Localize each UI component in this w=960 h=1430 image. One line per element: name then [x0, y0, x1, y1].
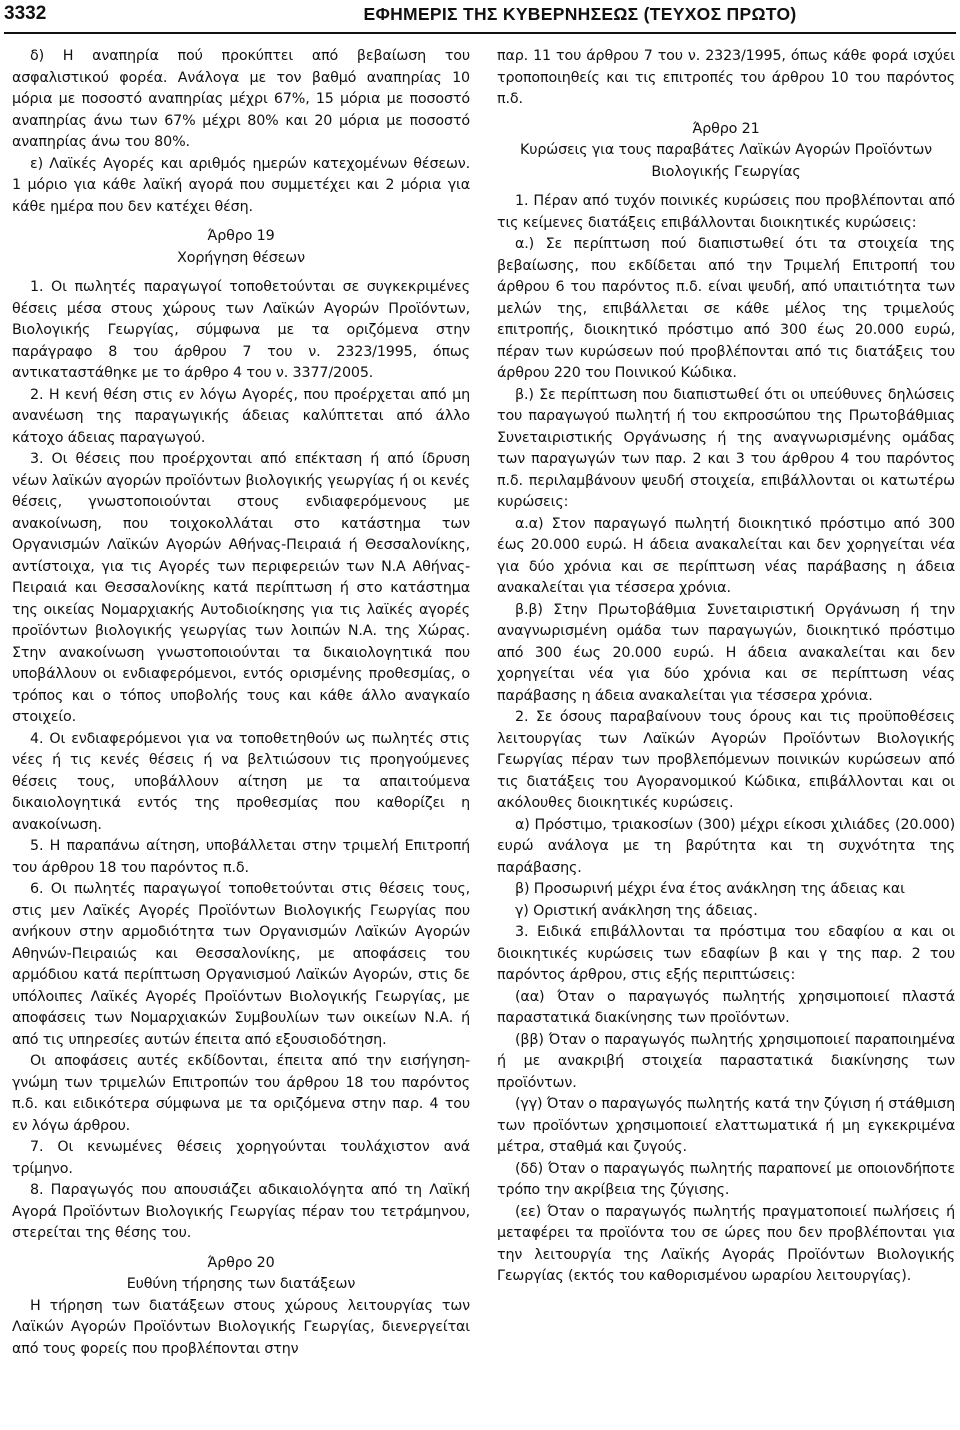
- right-column: [497, 46, 955, 1426]
- article-21-subtitle: Κυρώσεις για τους παραβάτες Λαϊκών Αγορών Προϊόντων Βιολογικής Γεωργίας: [519, 142, 933, 180]
- article-19-paragraph-5: 5. Η παραπάνω αίτηση, υποβάλλεται στην τριμελή Επιτροπή του άρθρου 18 του παρόντος π.δ.: [12, 838, 470, 876]
- article-19-paragraph-8: 8. Παραγωγός που απουσιάζει αδικαιολόγητα από τη Λαϊκή Αγορά Προϊόντων Βιολογικής Γεωργίας πέραν του τετράμηνου, στερείται της θέσης του.: [12, 1182, 470, 1241]
- article-21-paragraph-b: β.) Σε περίπτωση που διαπιστωθεί ότι οι υπεύθυνες δηλώσεις του παραγωγού πωλητή ή του εκπροσώπου της Πρωτοβάθμιας Συνεταιριστικής Οργάνωσης ή της αναγνωρισμένης ομάδας των παραγωγών των παρ. 2 και 3 του άρθρου 4 του παρόντος π.δ. περιλαμβάνουν ψευδή στοιχεία, επιβάλλονται οι κατωτέρω κυρώσεις:: [497, 386, 955, 510]
- publication-title: ΕΦΗΜΕΡΙΣ ΤΗΣ ΚΥΒΕΡΝΗΣΕΩΣ (ΤΕΥΧΟΣ ΠΡΩΤΟ): [363, 4, 797, 24]
- article-21-paragraph-a: α.) Σε περίπτωση πού διαπιστωθεί ότι τα στοιχεία της βεβαίωσης, που εκδίδεται από την Τριμελή Επιτροπή του άρθρου 6 του παρόντος π.δ. είναι ψευδή, από υπαιτιότητα των μελών της, επιβάλλεται σε κάθε μέλος της τριμελούς επιτροπής, διοικητικό πρόστιμο από 300 έως 20.000 ευρώ, πέραν των κυρώσεων πού προβλέπονται από τις διατάξεις του άρθρου 220 του Ποινικού Κώδικα.: [497, 236, 955, 381]
- article-19-paragraph-6: 6. Οι πωλητές παραγωγοί τοποθετούνται στις θέσεις τους, στις μεν Λαϊκές Αγορές Προϊόντων Βιολογικής Γεωργίας που ανήκουν στην αρμοδιότητα των Οργανισμών Λαϊκών Αγορών Αθηνών-Πειραιώς και Θεσσαλονίκης, με αποφάσεις του αρμόδιου κατά περίπτωση Οργανισμού Λαϊκών Αγορών, στις δε υπόλοιπες Λαϊκές Αγορές Προϊόντων Βιολογικής Γεωργίας, με αποφάσεις των Νομαρχιακών Συμβουλίων των οικείων Ν.Α. ή από τις υπηρεσίες αυτών έπειτα από εξουσιοδότηση.: [12, 881, 470, 1048]
- left-column: [12, 46, 470, 1426]
- article-21-paragraph-bb: β.β) Στην Πρωτοβάθμια Συνεταιριστική Οργάνωση ή την αναγνωρισμένη ομάδα των παραγωγών, διοικητικό πρόστιμο από 300 έως 20.000 ευρώ. Η άδεια ανακαλείται και δεν χορηγείται νέα για δύο χρόνια και σε περίπτωση νέας παράβασης η άδεια ανακαλείται για τέσσερα χρόνια.: [497, 601, 955, 704]
- article-21-paragraph-3bb: (ββ) Όταν ο παραγωγός πωλητής χρησιμοποιεί παραποιημένα ή με ανακριβή στοιχεία παραστατικά διακίνησης των προϊόντων.: [497, 1031, 955, 1091]
- article-21-paragraph-3ee: (εε) Όταν ο παραγωγός πωλητής πραγματοποιεί πωλήσεις ή μεταφέρει τα προϊόντα του σε ώρες που δεν προβλέπονται για την λειτουργία της Λαϊκής Αγοράς Προϊόντων Βιολογικής Γεωργίας (εκτός του καθορισμένου ωραρίου λειτουργίας).: [497, 1203, 955, 1284]
- article-19-paragraph-1: 1. Οι πωλητές παραγωγοί τοποθετούνται σε συγκεκριμένες θέσεις μέσα στους χώρους των Λαϊκών Αγορών Προϊόντων, Βιολογικής Γεωργίας, σύμφωνα με τα οριζόμενα στην παράγραφο 8 του άρθρου 7 του ν. 2323/1995, όπως αντικαταστάθηκε με το άρθρο 4 του ν. 3377/2005.: [12, 279, 470, 381]
- article-21-paragraph-2a: α) Πρόστιμο, τριακοσίων (300) μέχρι είκοσι χιλιάδες (20.000) ευρώ ανάλογα με τη βαρύτητα και τη συχνότητα της παράβασης.: [497, 816, 955, 876]
- page-header: [0, 0, 960, 34]
- article-21-paragraph-aa: α.α) Στον παραγωγό πωλητή διοικητικό πρόστιμο από 300 έως 20.000 ευρώ. Η άδεια ανακαλείται και δεν χορηγείται νέα για δύο χρόνια και σε περίπτωση νέας παράβασης η άδεια ανακαλείται για τέσσερα χρόνια.: [497, 515, 955, 596]
- paragraph-continuation: παρ. 11 του άρθρου 7 του ν. 2323/1995, όπως κάθε φορά ισχύει τροποποιηθείς και τις επιτροπές του άρθρου 10 του παρόντος π.δ.: [497, 48, 955, 107]
- article-19-paragraph-3: 3. Οι θέσεις που προέρχονται από επέκταση ή από ίδρυση νέων λαϊκών αγορών προϊόντων βιολογικής γεωργίας ή οι κενές θέσεις, γνωστοποιούνται στους ενδιαφερόμενους με ανακοίνωση, που τοιχοκολλάται στο κατάστημα των Οργανισμών Λαϊκών Αγορών Αθήνας-Πειραιά ή Θεσσαλονίκης, αντίστοιχα, για τις Αγορές των περιφερειών των Ν.Α Αθήνας-Πειραιά και Θεσσαλονίκης κατά περίπτωση ή στο κατάστημα της οικείας Νομαρχιακής Αυτοδιοίκησης για τις λαϊκές αγορές προϊόντων βιολογικής γεωργίας των λοιπών Ν.Α. της Χώρας. Στην ανακοίνωση γνωστοποιούνται τα δικαιολογητικά που υποβάλλουν οι ενδιαφερόμενοι, εντός ορισμένης προθεσμίας, ο τρόπος και ο τόπος υποβολής τους και κάθε άλλο αναγκαίο στοιχείο.: [12, 451, 470, 725]
- article-21-paragraph-3gg: (γγ) Όταν ο παραγωγός πωλητής κατά την ζύγιση ή στάθμιση των προϊόντων χρησιμοποιεί ελαττωματικά ή μη εγκεκριμένα μέτρα, σταθμά και ζυγούς.: [497, 1096, 955, 1155]
- article-19-paragraph-4: 4. Οι ενδιαφερόμενοι για να τοποθετηθούν ως πωλητές στις νέες ή τις κενές θέσεις ή να βελτιώσουν τις προηγούμενες θέσεις τους, υποβάλλουν αίτηση με τα απαιτούμενα δικαιολογητικά εντός της προθεσμίας που καθορίζει η ανακοίνωση.: [12, 730, 470, 833]
- article-19-subtitle: Χορήγηση θέσεων: [177, 249, 305, 266]
- page-number: 3332: [4, 3, 47, 24]
- article-21-paragraph-2c: γ) Οριστική ανάκληση της άδειας.: [515, 902, 758, 919]
- article-20-subtitle: Ευθύνη τήρησης των διατάξεων: [126, 1276, 356, 1292]
- article-19-paragraph-2: 2. Η κενή θέση στις εν λόγω Αγορές, που προέρχεται από μη ανανέωση της παραγωγικής άδειας καλύπτεται από άλλο κάτοχο άδειας παραγωγού.: [12, 386, 470, 446]
- article-21-paragraph-2b: β) Προσωρινή μέχρι ένα έτος ανάκληση της άδειας και: [515, 881, 905, 897]
- header-rule: [4, 32, 956, 34]
- article-19-title: Άρθρο 19: [207, 228, 275, 244]
- article-20-title: Άρθρο 20: [207, 1254, 275, 1271]
- article-19-paragraph-6b: Οι αποφάσεις αυτές εκδίδονται, έπειτα από την εισήγηση-γνώμη των τριμελών Επιτροπών του άρθρου 18 του παρόντος π.δ. και ειδικότερα σύμφωνα με τα οριζόμενα στην παρ. 4 του εν λόγω άρθρου.: [12, 1053, 470, 1134]
- paragraph-disability: δ) Η αναπηρία πού προκύπτει από βεβαίωση του ασφαλιστικού φορέα. Ανάλογα με τον βαθμό αναπηρίας 10 μόρια με ποσοστό αναπηρίας μέχρι 67%, 15 μόρια με ποσοστό αναπηρίας άνω των 67% μέχρι 80% και 20 μόρια με ποσοστό αναπηρίας άνω του 80%.: [12, 48, 470, 150]
- article-20-paragraph-1: Η τήρηση των διατάξεων στους χώρους λειτουργίας των Λαϊκών Αγορών Προϊόντων Βιολογικής Γεωργίας, διενεργείται από τους φορείς που προβλέπονται στην: [12, 1297, 470, 1357]
- article-21-title: Άρθρο 21: [692, 120, 760, 137]
- article-19-paragraph-7: 7. Οι κενωμένες θέσεις χορηγούνται τουλάχιστον ανά τρίμηνο.: [12, 1139, 470, 1177]
- article-21-paragraph-1: 1. Πέραν από τυχόν ποινικές κυρώσεις που προβλέπονται από τις κείμενες διατάξεις επιβάλλονται διοικητικές κυρώσεις:: [497, 193, 955, 231]
- article-21-paragraph-3dd: (δδ) Όταν ο παραγωγός πωλητής παραπονεί με οποιονδήποτε τρόπο την ακρίβεια της ζύγισης.: [497, 1160, 955, 1198]
- article-21-paragraph-3: 3. Ειδικά επιβάλλονται τα πρόστιμα του εδαφίου α και οι διοικητικές κυρώσεις των εδαφίων β και γ της παρ. 2 του παρόντος άρθρου, στις εξής περιπτώσεις:: [497, 924, 955, 983]
- article-21-paragraph-2: 2. Σε όσους παραβαίνουν τους όρους και τις προϋποθέσεις λειτουργίας των Λαϊκών Αγορών Προϊόντων Βιολογικής Γεωργίας πέραν των προβλεπόμενων ποινικών κυρώσεων από τις διατάξεις του Αγορανομικού Κώδικα, επιβάλλονται και οι ακόλουθες διοικητικές κυρώσεις.: [497, 709, 955, 811]
- paragraph-markets: ε) Λαϊκές Αγορές και αριθμός ημερών κατεχομένων θέσεων. 1 μόριο για κάθε λαϊκή αγορά που συμμετέχει και 2 μόρια για κάθε ημέρα που δεν κατέχει θέση.: [12, 155, 470, 215]
- article-21-paragraph-3aa: (αα) Όταν ο παραγωγός πωλητής χρησιμοποιεί πλαστά παραστατικά διακίνησης των προϊόντων.: [497, 988, 955, 1026]
